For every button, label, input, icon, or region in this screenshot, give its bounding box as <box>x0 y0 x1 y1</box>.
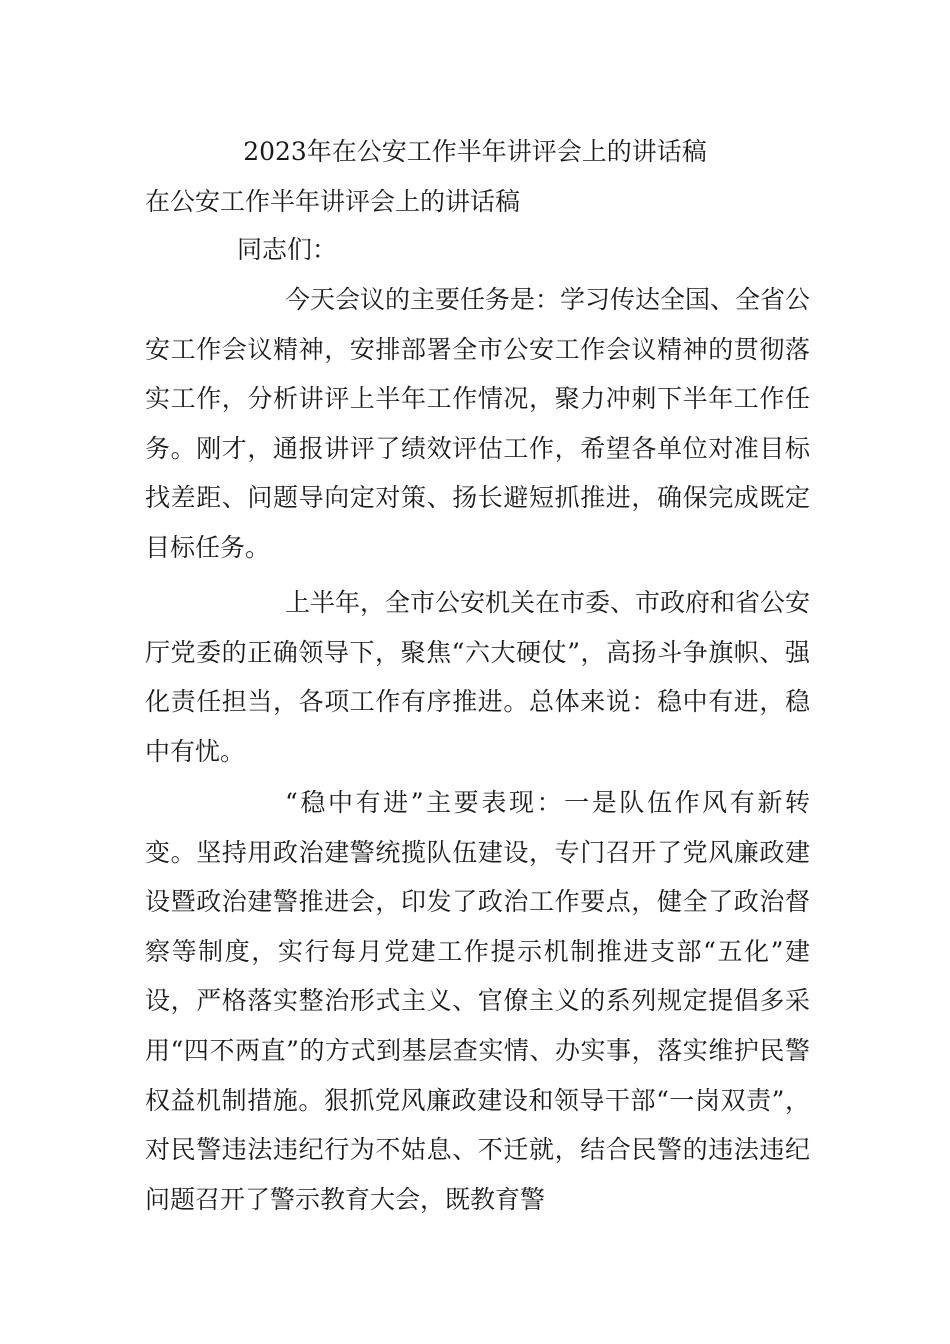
paragraph-1: 今天会议的主要任务是：学习传达全国、全省公安工作会议精神，安排部署全市公安工作会议精神的贯彻落实工作，分析讲评上半年工作情况，聚力冲刺下半年工作任务。刚才，通报讲评了绩效评估工作，希望各单位对准目标找差距、问题导向定对策、扬长避短抓推进，确保完成既定目标任务。 <box>145 285 811 562</box>
document-title: 2023年在公安工作半年讲评会上的讲话稿 <box>243 137 707 166</box>
paragraph-3: “稳中有进”主要表现：一是队伍作风有新转变。坚持用政治建警统揽队伍建设，专门召开了党风廉政建设暨政治建警推进会，印发了政治工作要点，健全了政治督察等制度，实行每月党建工作提示机制推进支部“五化”建设，严格落实整治形式主义、官僚主义的系列规定提倡多采用“四不两直”的方式到基层查实情、办实事，落实维护民警权益机制措施。狠抓党风廉政建设和领导干部“一岗双责”，对民警违法违纪行为不姑息、不迁就，结合民警的违法违纪问题召开了警示教育大会，既教育警 <box>145 788 810 1214</box>
paragraph-2: 上半年，全市公安机关在市委、市政府和省公安厅党委的正确领导下，聚焦“六大硬仗”，高扬斗争旗帜、强化责任担当，各项工作有序推进。总体来说：稳中有进，稳中有忧。 <box>145 588 811 766</box>
document-subtitle: 在公安工作半年讲评会上的讲话稿 <box>145 187 521 216</box>
greeting: 同志们： <box>237 235 338 264</box>
